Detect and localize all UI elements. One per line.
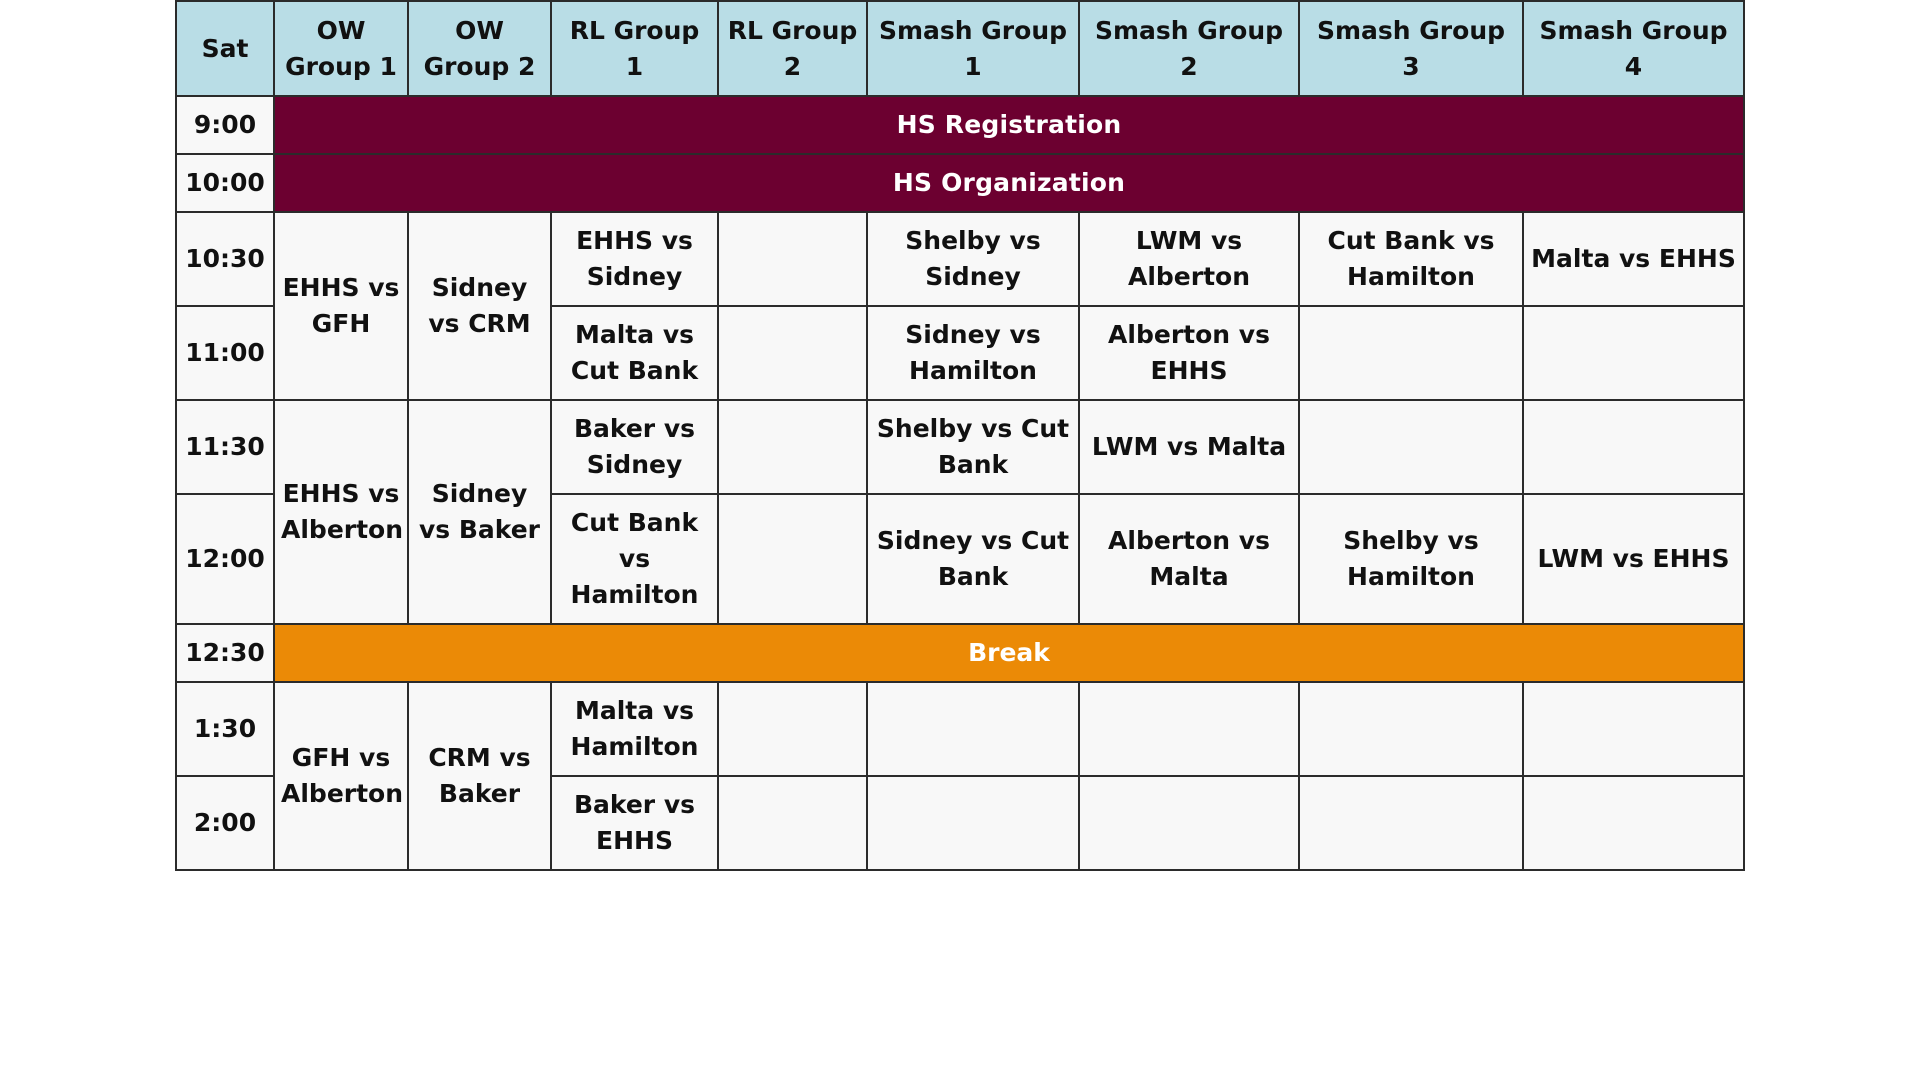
- time-cell: 9:00: [176, 96, 274, 154]
- match-cell: Alberton vs Malta: [1079, 494, 1299, 624]
- empty-cell: [1079, 776, 1299, 870]
- match-cell: LWM vs EHHS: [1523, 494, 1744, 624]
- empty-cell: [1299, 400, 1523, 494]
- empty-cell: [1079, 682, 1299, 776]
- match-cell: LWM vs Alberton: [1079, 212, 1299, 306]
- match-cell: Malta vs EHHS: [1523, 212, 1744, 306]
- schedule-table: [175, 0, 1745, 871]
- row-1-30: [176, 682, 1744, 776]
- empty-cell: [718, 400, 867, 494]
- match-cell: Alberton vs EHHS: [1079, 306, 1299, 400]
- empty-cell: [1523, 682, 1744, 776]
- time-cell: 12:00: [176, 494, 274, 624]
- time-cell: 12:30: [176, 624, 274, 682]
- time-cell: 10:00: [176, 154, 274, 212]
- header-smash-group-1: Smash Group 1: [867, 1, 1079, 96]
- match-cell: Cut Bank vs Hamilton: [1299, 212, 1523, 306]
- row-10-00: [176, 154, 1744, 212]
- match-cell: Malta vs Cut Bank: [551, 306, 718, 400]
- empty-cell: [1523, 400, 1744, 494]
- empty-cell: [867, 776, 1079, 870]
- empty-cell: [718, 306, 867, 400]
- empty-cell: [718, 494, 867, 624]
- time-cell: 11:00: [176, 306, 274, 400]
- match-cell: Shelby vs Cut Bank: [867, 400, 1079, 494]
- match-cell: Malta vs Hamilton: [551, 682, 718, 776]
- time-cell: 10:30: [176, 212, 274, 306]
- empty-cell: [1523, 306, 1744, 400]
- empty-cell: [1299, 776, 1523, 870]
- empty-cell: [1299, 306, 1523, 400]
- header-ow-group-1: OW Group 1: [274, 1, 408, 96]
- match-cell: Cut Bank vs Hamilton: [551, 494, 718, 624]
- header-rl-group-1: RL Group 1: [551, 1, 718, 96]
- header-day: Sat: [176, 1, 274, 96]
- row-12-30: [176, 624, 1744, 682]
- header-rl-group-2: RL Group 2: [718, 1, 867, 96]
- time-cell: 11:30: [176, 400, 274, 494]
- empty-cell: [1299, 682, 1523, 776]
- match-cell: Sidney vs Hamilton: [867, 306, 1079, 400]
- match-cell: LWM vs Malta: [1079, 400, 1299, 494]
- empty-cell: [718, 212, 867, 306]
- match-cell: Sidney vs Cut Bank: [867, 494, 1079, 624]
- header-smash-group-4: Smash Group 4: [1523, 1, 1744, 96]
- match-cell: EHHS vs Alberton: [274, 400, 408, 624]
- match-cell: Sidney vs Baker: [408, 400, 551, 624]
- header-smash-group-3: Smash Group 3: [1299, 1, 1523, 96]
- break-banner: Break: [274, 624, 1744, 682]
- match-cell: EHHS vs Sidney: [551, 212, 718, 306]
- header-ow-group-2: OW Group 2: [408, 1, 551, 96]
- organization-banner: HS Organization: [274, 154, 1744, 212]
- match-cell: Shelby vs Sidney: [867, 212, 1079, 306]
- row-10-30: [176, 212, 1744, 306]
- header-row: [176, 1, 1744, 96]
- empty-cell: [1523, 776, 1744, 870]
- match-cell: EHHS vs GFH: [274, 212, 408, 400]
- empty-cell: [718, 682, 867, 776]
- empty-cell: [718, 776, 867, 870]
- registration-banner: HS Registration: [274, 96, 1744, 154]
- row-11-30: [176, 400, 1744, 494]
- match-cell: Shelby vs Hamilton: [1299, 494, 1523, 624]
- match-cell: Sidney vs CRM: [408, 212, 551, 400]
- header-smash-group-2: Smash Group 2: [1079, 1, 1299, 96]
- time-cell: 2:00: [176, 776, 274, 870]
- match-cell: GFH vs Alberton: [274, 682, 408, 870]
- row-9-00: [176, 96, 1744, 154]
- time-cell: 1:30: [176, 682, 274, 776]
- match-cell: Baker vs EHHS: [551, 776, 718, 870]
- match-cell: Baker vs Sidney: [551, 400, 718, 494]
- match-cell: CRM vs Baker: [408, 682, 551, 870]
- empty-cell: [867, 682, 1079, 776]
